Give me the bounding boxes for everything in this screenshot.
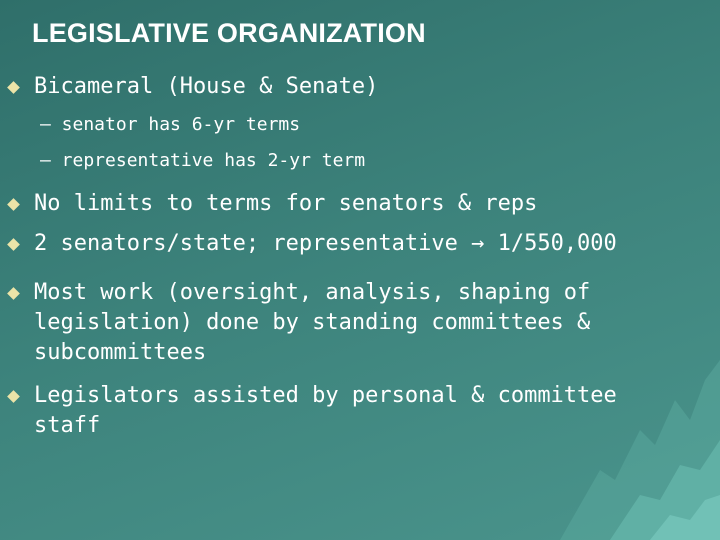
slide-title: LEGISLATIVE ORGANIZATION: [32, 18, 426, 48]
sub-bullet-representative-terms: – representative has 2-yr term: [40, 150, 366, 171]
bullet-text: Most work (oversight, analysis, shaping of legislation) done by standing committees & subcommittees: [34, 280, 604, 365]
bullet-text: Bicameral (House & Senate): [34, 74, 379, 99]
right-arrow-icon: →: [471, 231, 485, 256]
bullet-text: [34, 229, 684, 259]
bullet-text: Legislators assisted by personal & committee staff: [34, 383, 631, 438]
bullet-text-before-arrow: 2 senators/state; representative: [34, 231, 472, 256]
bullet-text-after-arrow: 1/550,000: [484, 231, 617, 256]
bullet-text: No limits to terms for senators & reps: [34, 191, 538, 216]
sub-bullet-senator-terms: – senator has 6-yr terms: [40, 114, 301, 135]
